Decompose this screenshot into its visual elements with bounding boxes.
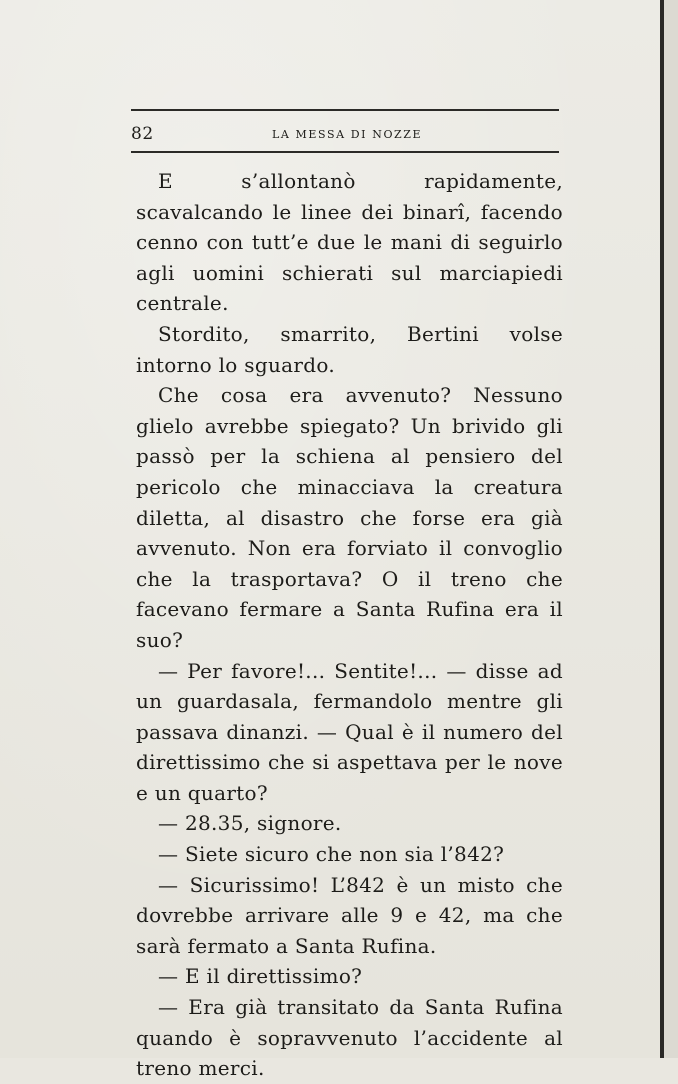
paragraph: — Per favore!... Sentite!... — disse ad un guardasala, fermandolo mentre gli passava dinanzi. — Qual è il numero del direttissimo che si aspettava per le nove e un quarto? <box>136 658 563 805</box>
header-bottom-rule <box>131 151 559 153</box>
paragraph: — 28.35, signore. <box>158 811 342 836</box>
page-number: 82 <box>131 124 154 144</box>
spine-shadow <box>660 0 664 1058</box>
paragraph: — Era già transitato da Santa Rufina quando è sopravvenuto l’accidente al treno merci. <box>136 995 563 1081</box>
paragraph: — E il direttissimo? <box>158 964 363 989</box>
paragraph: — Siete sicuro che non sia l’842? <box>158 842 505 867</box>
paragraph: Che cosa era avvenuto? Nessuno glielo avrebbe spiegato? Un brivido gli passò per la schiena al pensiero del pericolo che minacciava la creatura diletta, al disastro che forse era già avvenuto. Non era forviato il convoglio che la trasportava? O il treno che facevano fermare a Santa Rufina era il suo? <box>136 383 563 652</box>
paragraph: E s’allontanò rapidamente, scavalcando le linee dei binarî, facendo cenno con tutt’e due le mani di seguirlo agli uomini schierati sul marciapiedi centrale. <box>136 169 563 316</box>
body-text <box>136 166 563 1084</box>
paragraph: — Sicurissimo! L’842 è un misto che dovrebbe arrivare alle 9 e 42, ma che sarà fermato a Santa Rufina. <box>136 872 563 958</box>
page-edge <box>664 0 678 1058</box>
paragraph: Stordito, smarrito, Bertini volse intorno lo sguardo. <box>136 321 563 377</box>
running-title: LA MESSA DI NOZZE <box>272 128 423 141</box>
header-top-rule <box>131 109 559 111</box>
